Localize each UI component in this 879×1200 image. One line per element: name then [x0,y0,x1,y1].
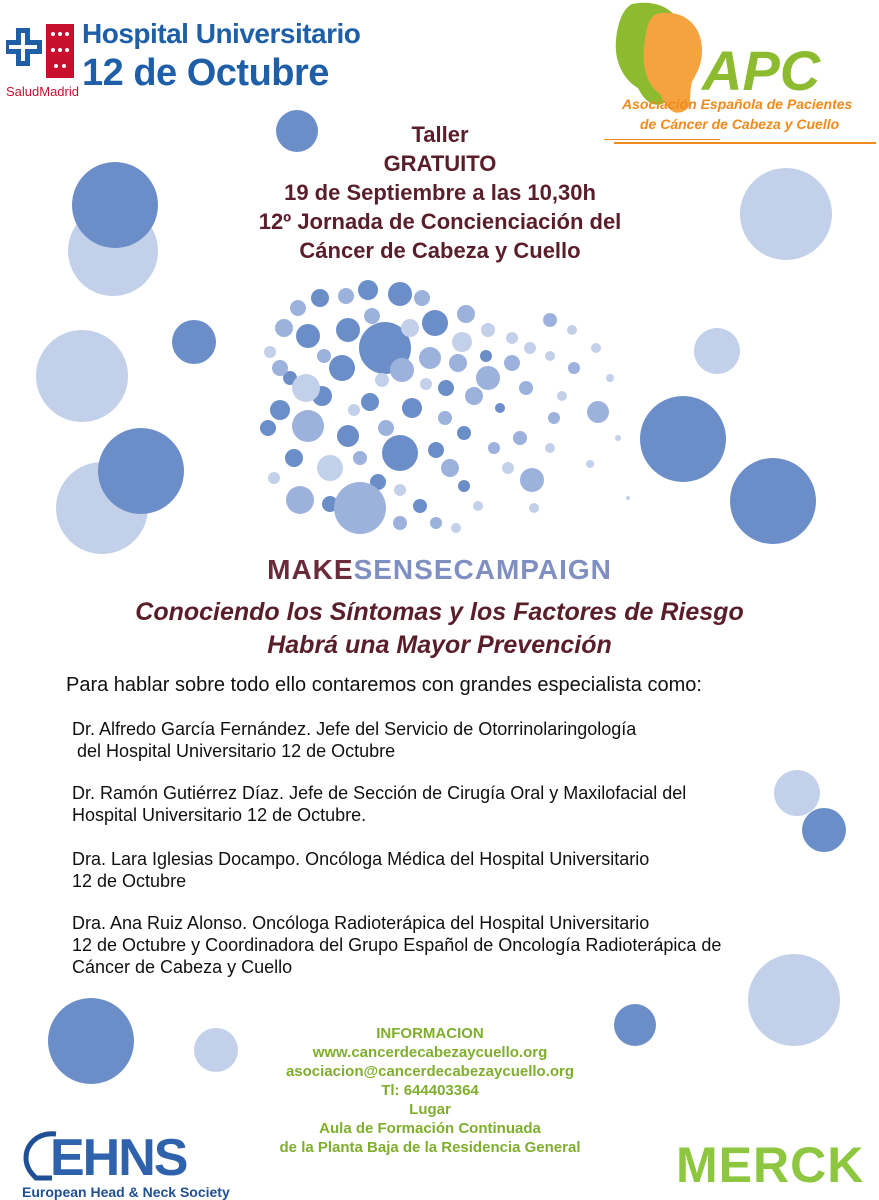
speaker-line: Hospital Universitario 12 de Octubre. [72,805,367,825]
info-email-link[interactable]: asociacion@cancerdecabezaycuello.org [285,1063,575,1080]
ehns-mark: EHNS [50,1129,187,1187]
hospital-logo [4,18,361,99]
decor-circle [98,428,184,514]
event-title-line2: Cáncer de Cabeza y Cuello [299,238,581,263]
apc-title: APC [702,39,821,102]
decor-circle [740,168,832,260]
slogan-line2: Habrá una Mayor Prevención [267,631,612,659]
hospital-name-line1: Hospital Universitario [82,18,361,49]
slogan [0,596,879,662]
info-heading: INFORMACION [376,1025,484,1042]
decor-circle [172,320,216,364]
speaker-item [72,848,649,892]
merck-logo: MERCK [676,1137,865,1193]
info-place-line1: Aula de Formación Continuada [319,1120,541,1137]
event-type: Taller [411,122,469,147]
decor-circle [730,458,816,544]
decor-circle [802,808,846,852]
event-price: GRATUITO [383,151,497,176]
head-dots-illustration [250,268,640,558]
hospital-name-line2: 12 de Octubre [82,52,329,94]
decor-circle [72,162,158,248]
salud-madrid-cross-icon [6,20,76,80]
decor-circle [694,328,740,374]
campaign-name-make: MAKE [267,554,354,585]
salud-madrid-text: SaludMadrid [6,84,79,99]
info-phone: Tl: 644403364 [381,1082,479,1099]
decor-circle [36,330,128,422]
campaign-name-rest: SENSECAMPAIGN [353,554,612,585]
campaign-name [0,554,879,586]
ehns-name: European Head & Neck Society [22,1184,230,1200]
ehns-logo [22,1128,230,1200]
speaker-line: Cáncer de Cabeza y Cuello [72,957,293,977]
speaker-line: Dr. Alfredo García Fernández. Jefe del Servicio de Otorrinolaringología [72,719,637,739]
speaker-line: Dra. Lara Iglesias Docampo. Oncóloga Médica del Hospital Universitario [72,849,650,869]
speaker-line: Dra. Ana Ruiz Alonso. Oncóloga Radioterápica del Hospital Universitario [72,913,650,933]
speaker-line: 12 de Octubre y Coordinadora del Grupo Español de Oncología Radioterápica de [72,935,722,955]
speaker-item [72,782,686,826]
event-header [200,120,680,265]
apc-subtitle-line2: de Cáncer de Cabeza y Cuello [640,116,840,132]
decor-circle [748,954,840,1046]
speaker-line: 12 de Octubre [72,871,187,891]
slogan-line1: Conociendo los Síntomas y los Factores de Riesgo [135,598,744,626]
speaker-item [72,912,721,978]
info-website-link[interactable]: www.cancerdecabezaycuello.org [312,1044,548,1061]
decor-circle [640,396,726,482]
speaker-line: del Hospital Universitario 12 de Octubre [72,741,396,761]
speaker-line: Dr. Ramón Gutiérrez Díaz. Jefe de Sección de Cirugía Oral y Maxilofacial del [72,783,687,803]
info-block [230,1024,630,1157]
event-title-line1: 12º Jornada de Concienciación del [258,209,622,234]
apc-subtitle-line1: Asociación Española de Pacientes [622,96,853,112]
info-place-heading: Lugar [409,1101,451,1118]
info-place-line2: de la Planta Baja de la Residencia General [279,1139,581,1156]
event-date: 19 de Septiembre a las 10,30h [284,180,596,205]
intro-text: Para hablar sobre todo ello contaremos con grandes especialista como: [66,674,702,696]
speaker-item [72,718,636,762]
decor-circle [48,998,134,1084]
decor-circle [774,770,820,816]
